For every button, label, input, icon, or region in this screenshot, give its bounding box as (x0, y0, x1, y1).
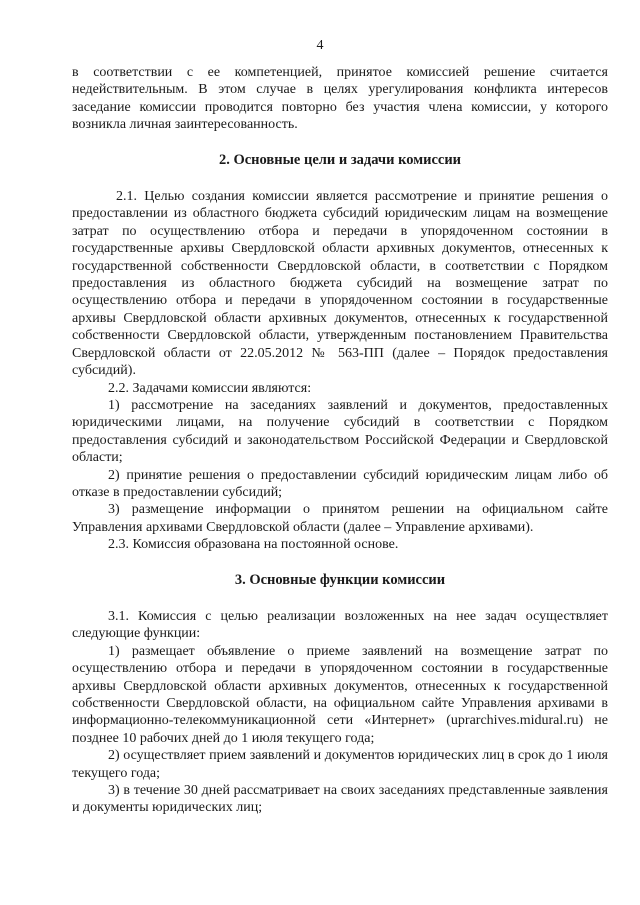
section-2-heading: 2. Основные цели и задачи комиссии (218, 151, 462, 168)
task-item-2: 2) принятие решения о предоставлении субсидий юридическим лицам либо об отказе в предоставлении субсидий; (72, 467, 608, 500)
page-number: 4 (316, 38, 324, 53)
section-3-heading: 3. Основные функции комиссии (234, 571, 446, 588)
task-item-1: 1) рассмотрение на заседаниях заявлений и документов, предоставленных юридическими лицами, на получение субсидий в соответствии с Порядком предоставления субсидий и законодательством Российской Федерации и Свердловской области; (72, 397, 608, 466)
function-item-2: 2) осуществляет прием заявлений и документов юридических лиц в срок до 1 июля текущего года; (72, 748, 608, 781)
page-body (72, 64, 608, 817)
function-item-3: 3) в течение 30 дней рассматривает на своих заседаниях представленные заявления и документы юридических лиц; (72, 783, 608, 816)
paragraph-2-1: 2.1. Целью создания комиссии является рассмотрение и принятие решения о предоставлении из областного бюджета субсидий юридическим лицам на возмещение затрат по осуществлению отбора и передачи в упорядоченном состоянии в государственные архивы Свердловской области архивных документов, отнесенных к государственной собственности Свердловской области, в соответствии с Порядком предоставления из областного бюджета субсидий на возмещение затрат по осуществлению отбора и передачи в упорядоченном состоянии в государственные архивы Свердловской области архивных документов, отнесенных к государственной собственности Свердловской области, утвержденным постановлением Правительства Свердловской области от 22.05.2012 № 563-ПП (далее – Порядок предоставления субсидий). (72, 189, 608, 379)
paragraph-2-3: 2.3. Комиссия образована на постоянной основе. (108, 537, 399, 553)
paragraph-2-2: 2.2. Задачами комиссии являются: (108, 380, 312, 396)
intro-paragraph: в соответствии с ее компетенцией, принятое комиссией решение считается недействительным. В этом случае в целях урегулирования конфликта интересов заседание комиссии проводится повторно без участия члена комиссии, у которого возникла личная заинтересованность. (72, 65, 608, 133)
paragraph-3-1: 3.1. Комиссия с целью реализации возложенных на нее задач осуществляет следующие функции: (72, 608, 608, 642)
function-item-1: 1) размещает объявление о приеме заявлений на возмещение затрат по осуществлению отбора и передачи в упорядоченном состоянии в государственные архивы Свердловской области архивных документов, отнесенных к государственной собственности Свердловской области, на официальном сайте Управления архивами в информационно-телекоммуникационной сети «Интернет» (uprarchives.midural.ru) не позднее 10 рабочих дней до 1 июля текущего года; (72, 643, 608, 746)
task-item-3: 3) размещение информации о принятом решении на официальном сайте Управления архивами Свердловской области (далее – Управление архивами). (72, 502, 608, 535)
